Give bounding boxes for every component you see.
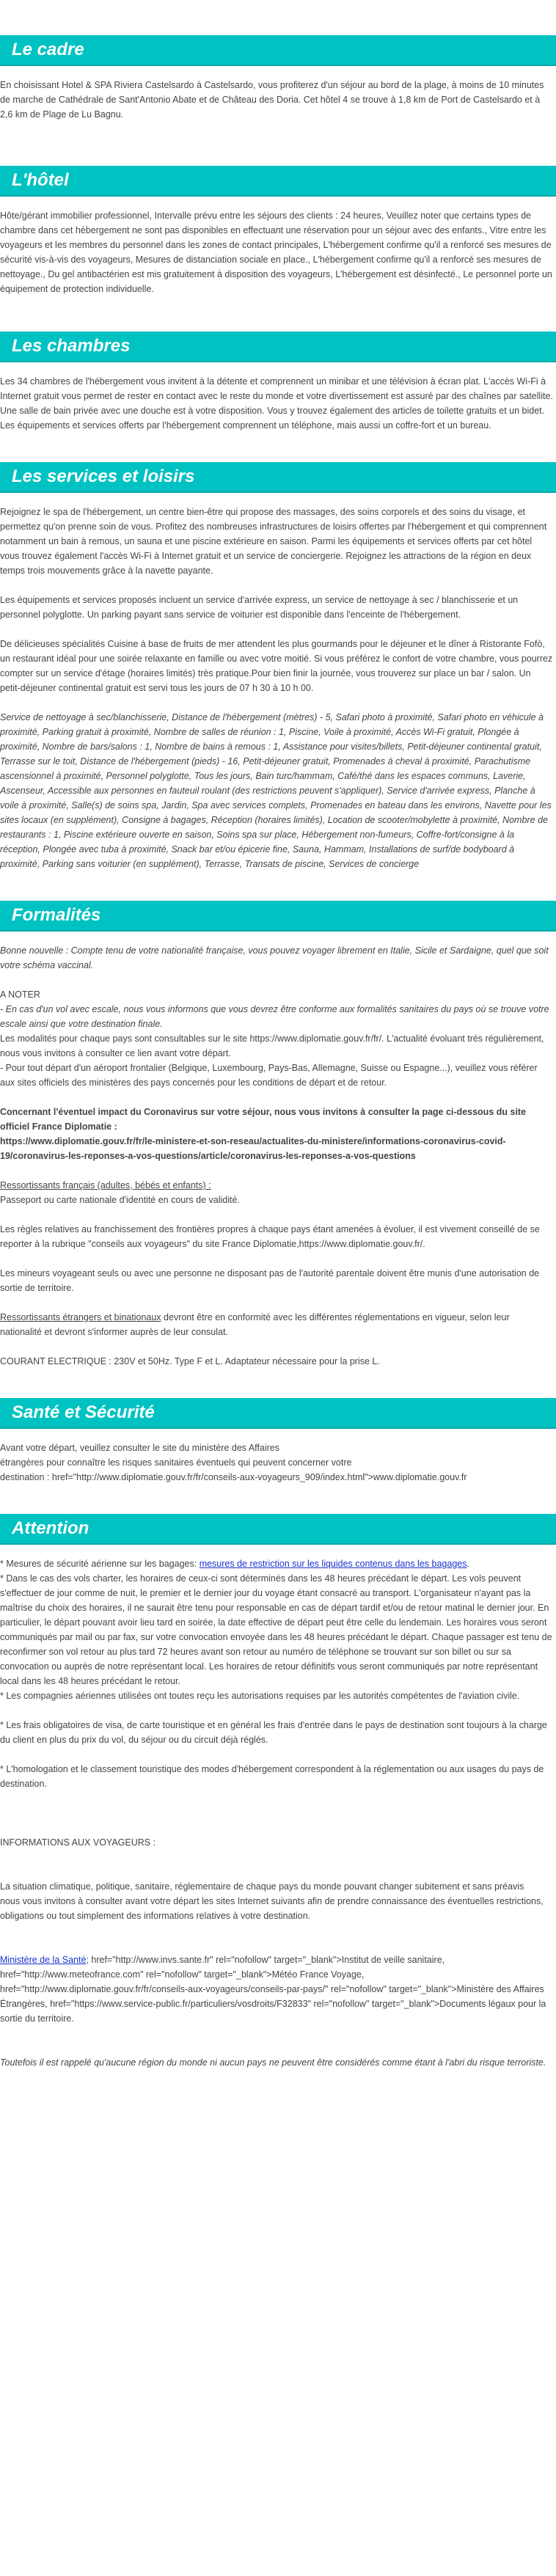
paragraph: - Pour tout départ d'un aéroport frontalier (Belgique, Luxembourg, Pays-Bas, Allemagne, Suisse ou Espagne...), veuillez vous référer aux sites officiels des ministères des pays concernés pour les conditions de départ et de retour. (0, 1063, 538, 1088)
paragraph: Les mineurs voyageant seuls ou avec une personne ne disposant pas de l'autorité parentale doivent être munis d'une autorisation de sortie de territoire. (0, 1268, 540, 1293)
paragraph: Concernant l'éventuel impact du Coronavirus sur votre séjour, nous vous invitons à consulter la page ci-dessous du site officiel France Diplomatie : (0, 1107, 527, 1132)
paragraph: * Les frais obligatoires de visa, de carte touristique et en général les frais d'entrée dans le pays de destination sont toujours à la charge du client en plus du prix du vol, du séjour ou du circuit déjà réglés. (0, 1720, 547, 1745)
section-body (0, 78, 556, 122)
paragraph: * Dans le cas des vols charter, les horaires de ceux-ci sont déterminés dans les 48 heures précédant le départ. Les vols peuvent s'effectuer de jour comme de nuit, le premier et le dernier jour du voyage étant consacré au transport. L'organisateur n'ayant pas la maîtrise du choix des horaires, il ne saurait être tenu pour responsable en cas de départ tardif et/ou de retour matinal le dernier jour. En particulier, le départ pouvant avoir lieu tard en soirée, la date effective de départ peut être celle du lendemain. Les horaires vous seront communiqués par mail ou par fax, sur votre convocation envoyée dans les 48 heures précédant le départ. Chaque passager est tenu de reconfirmer son vol retour au plus tard 72 heures avant son retour au numéro de téléphone se trouvant sur son billet ou sur sa convocation ou auprès de notre représentant local. Les horaires de retour définitifs vous seront communiqués par notre représentant local dans les 48 heures précédant le retour. (0, 1573, 552, 1686)
section-body (0, 208, 556, 296)
paragraph-rest: devront être en conformité avec les différentes réglementations en vigueur, selon leur nationalité et devront s'informer auprès de leur consulat. (0, 1312, 510, 1337)
liquids-restriction-link[interactable]: mesures de restriction sur les liquides contenus dans les bagages (199, 1559, 467, 1569)
paragraph: Toutefois il est rappelé qu'aucune région du monde ni aucun pays ne peuvent être considérés comme étant à l'abri du risque terroriste. (0, 2057, 546, 2068)
section-title: Le cadre (12, 40, 84, 59)
paragraph: Passeport ou carte nationale d'identité en cours de validité. (0, 1195, 240, 1205)
note-label: A NOTER (0, 989, 40, 1000)
section-header (0, 901, 556, 932)
paragraph: Bonne nouvelle : Compte tenu de votre nationalité française, vous pouvez voyager librement en Italie, Sicile et Sardaigne, quel que soit votre schéma vaccinal. (0, 945, 549, 970)
section-formalites (0, 886, 556, 1369)
paragraph: En choisissant Hotel & SPA Riviera Castelsardo à Castelsardo, vous profiterez d'un séjour au bord de la plage, à moins de 10 minutes de marche de Cathédrale de Sant'Antonio Abate et de Château des Doria. Cet hôtel 4 se trouve à 1,8 km de Port de Castelsardo et à 2,6 km de Plage de Lu Bagnu. (0, 80, 544, 120)
spacer (0, 2041, 553, 2055)
section-attention (0, 1499, 556, 2070)
paragraph (0, 1556, 553, 1571)
section-body (0, 505, 556, 871)
section-header (0, 1514, 556, 1545)
paragraph: La situation climatique, politique, sanitaire, réglementaire de chaque pays du monde pouvant changer subitement et sans préavis (0, 1881, 524, 1892)
section-header (0, 462, 556, 493)
text: * Mesures de sécurité aérienne sur les bagages: (0, 1559, 200, 1569)
paragraph (0, 1310, 553, 1339)
section-title: Formalités (12, 905, 101, 925)
paragraph: COURANT ELECTRIQUE : 230V et 50Hz. Type F et L. Adaptateur nécessaire pour la prise L. (0, 1356, 380, 1366)
section-body (0, 374, 556, 433)
paragraph: Service de nettoyage à sec/blanchisserie, Distance de l'hébergement (mètres) - 5, Safari photo à proximité, Safari photo en véhicule à proximité, Parking gratuit à proximité, Nombre de salles de réunion : 1, Piscine, Voile à proximité, Accès Wi-Fi gratuit, Plongée à proximité, Nombre de bars/salons : 1, Nombre de bains à remous : 1, Assistance pour visites/billets, Petit-déjeuner continental gratuit, Terrasse sur le toit, Distance de l'hébergement (pieds) - 16, Petit-déjeuner gratuit, Promenades à cheval à proximité, Parachutisme ascensionnel à proximité, Personnel polyglotte, Tous les jours, Bain turc/hammam, Café/thé dans les espaces communs, Laverie, Ascenseur, Accessible aux personnes en fauteuil roulant (des restrictions peuvent s'appliquer), Service d'arrivée express, Planche à voile à proximité, Salle(s) de soins spa, Jardin, Spa avec services complets, Promenades en bateau dans les environs, Navette pour les sites locaux (en supplément), Consigne à bagages, Réception (horaires limités), Location de scooter/mobylette à proximité, Nombre de restaurants : 1, Piscine extérieure ouverte en saison, Soins spa sur place, Hébergement non-fumeurs, Coffre-fort/consigne à la réception, Plongée avec tuba à proximité, Snack bar et/ou épicerie fine, Sauna, Hammam, Installations de surf/de bodyboard à proximité, Parking sans voiturier (en supplément), Terrasse, Transats de piscine, Services de concierge (0, 712, 552, 869)
section-header (0, 1398, 556, 1429)
text: ; href="http://www.invs.sante.fr" rel="nofollow" target="_blank">Institut de veille sanitaire, href="http://www.meteofrance.com" rel="nofollow" target="_blank">Météo France Voyage, href="http://www.diplomatie.gouv.fr/fr/conseils-aux-voyageurs/conseils-par-pays/" rel="nofollow" target="_blank">Ministère des Affaires Étrangères, href="https://www.service-public.fr/particuliers/vosdroits/F32833" rel="nofollow" target="_blank">Documents légaux pour la sortie du territoire. (0, 1955, 546, 2024)
spacer (0, 1806, 553, 1835)
subheading: Ressortissants français (adultes, bébés et enfants) : (0, 1180, 211, 1190)
line: destination : href="http://www.diplomatie.gouv.fr/fr/conseils-aux-voyageurs_909/index.html">www.diplomatie.gouv.fr (0, 1472, 467, 1482)
section-hotel (0, 136, 556, 296)
paragraph (0, 1953, 553, 2026)
paragraph: * L'homologation et le classement touristique des modes d'hébergement correspondent à la réglementation ou aux usages du pays de destination. (0, 1764, 544, 1789)
text: . (467, 1559, 469, 1569)
paragraph: Les modalités pour chaque pays sont consultables sur le site https://www.diplomatie.gouv.fr/fr/. L'actualité évoluant très régulièrement, nous vous invitons à consulter ce lien avant votre départ. (0, 1033, 544, 1058)
section-header (0, 35, 556, 66)
spacer (0, 1865, 553, 1879)
paragraph: Les règles relatives au franchissement des frontières propres à chaque pays étant amenées à évoluer, il est vivement conseillé de se reporter à la rubrique "conseils aux voyageurs" du site France Diplomatie,https://www.diplomatie.gouv.fr/. (0, 1224, 540, 1249)
paragraph: - En cas d'un vol avec escale, nous vous informons que vous devrez être conforme aux formalités sanitaires du pays où se trouve votre escale ainsi que votre destination finale. (0, 1004, 549, 1029)
section-title: Santé et Sécurité (12, 1402, 155, 1422)
line: Avant votre départ, veuillez consulter le site du ministère des Affaires (0, 1443, 279, 1453)
section-cadre (0, 0, 556, 122)
paragraph: nous vous invitons à consulter avant votre départ les sites Internet suivants afin de prendre connaissance des éventuelles restrictions, obligations ou tout simplement des informations relatives à votre destination. (0, 1896, 544, 1921)
section-services (0, 447, 556, 871)
section-title: Les services et loisirs (12, 466, 195, 486)
covid-link[interactable]: https://www.diplomatie.gouv.fr/fr/le-ministere-et-son-reseau/actualites-du-ministere/informations-coronavirus-covid-19/coronavirus-les-reponses-a-vos-questions/article/coronavirus-les-reponses-a-vos-questions (0, 1136, 506, 1161)
section-header (0, 332, 556, 362)
paragraph: De délicieuses spécialités Cuisine à base de fruits de mer attendent les plus gourmands pour le déjeuner et le dîner à Ristorante Fofò, un restaurant idéal pour une soirée relaxante en famille ou avec votre moitié. Si vous préférez le confort de votre chambre, vous pourrez compter sur un service d'étage (horaires limités) très pratique.Pour bien finir la journée, vous trouverez sur place un bar / salon. Un petit-déjeuner continental gratuit est servi tous les jours de 07 h 30 à 10 h 00. (0, 639, 553, 693)
spacer (0, 1938, 553, 1953)
section-header (0, 166, 556, 197)
section-sante (0, 1383, 556, 1485)
info-title: INFORMATIONS AUX VOYAGEURS : (0, 1837, 156, 1848)
ministere-sante-link[interactable]: Ministère de la Santé (0, 1955, 87, 1965)
section-title: Attention (12, 1518, 89, 1538)
section-body (0, 943, 556, 1369)
section-title: L'hôtel (12, 170, 69, 190)
paragraph: * Les compagnies aériennes utilisées ont toutes reçu les autorisations requises par les autorités compétentes de l'aviation civile. (0, 1691, 520, 1701)
paragraph: Les 34 chambres de l'hébergement vous invitent à la détente et comprennent un minibar et une télévision à écran plat. L'accès Wi-Fi à Internet gratuit vous permet de rester en contact avec le reste du monde et votre divertissement est assuré par des chaînes par satellite. Une salle de bain privée avec une douche est à votre disposition. Vous y trouvez également des articles de toilette gratuits et un bidet. Les équipements et services offerts par l'hébergement comprennent un téléphone, mais aussi un coffre-fort et un bureau. (0, 376, 553, 431)
subheading-inline: Ressortissants étrangers et binationaux (0, 1312, 161, 1322)
line: étrangères pour connaître les risques sanitaires éventuels qui peuvent concerner votre (0, 1457, 352, 1468)
paragraph: Rejoignez le spa de l'hébergement, un centre bien-être qui propose des massages, des soins corporels et des soins du visage, et permettez qu'on prenne soin de vous. Profitez des nombreuses infrastructures de loisirs offertes par l'hébergement et qui comprennent notamment un bain à remous, un sauna et une piscine extérieure en saison. Parmi les équipements et services offerts par cet hôtel vous trouvez également l'accès Wi-Fi à Internet gratuit et un service de conciergerie. Rejoignez les attractions de la région en deux temps trois mouvements grâce à la navette payante. (0, 507, 547, 576)
section-chambres (0, 311, 556, 433)
section-body (0, 1556, 556, 2070)
paragraph: Hôte/gérant immobilier professionnel, Intervalle prévu entre les séjours des clients : 24 heures, Veuillez noter que certains types de chambre dans cet hébergement ne sont pas disponibles en effectuant une réservation pour un séjour avec des enfants., Vitre entre les voyageurs et les membres du personnel dans les zones de contact principales, L'hébergement confirme qu'il a renforcé ses mesures de sécurité vis-à-vis des voyageurs, Mesures de distanciation sociale en place., L'hébergement confirme qu'il a renforcé ses mesures de nettoyage., Du gel antibactérien est mis gratuitement à disposition des voyageurs, L'hébergement est désinfecté., Le personnel porte un équipement de protection individuelle. (0, 211, 552, 294)
section-body (0, 1441, 556, 1485)
paragraph: Les équipements et services proposés incluent un service d'arrivée express, un service de nettoyage à sec / blanchisserie et un personnel polyglotte. Un parking payant sans service de voiturier est disponible dans l'enceinte de l'hébergement. (0, 595, 519, 620)
section-title: Les chambres (12, 336, 131, 356)
